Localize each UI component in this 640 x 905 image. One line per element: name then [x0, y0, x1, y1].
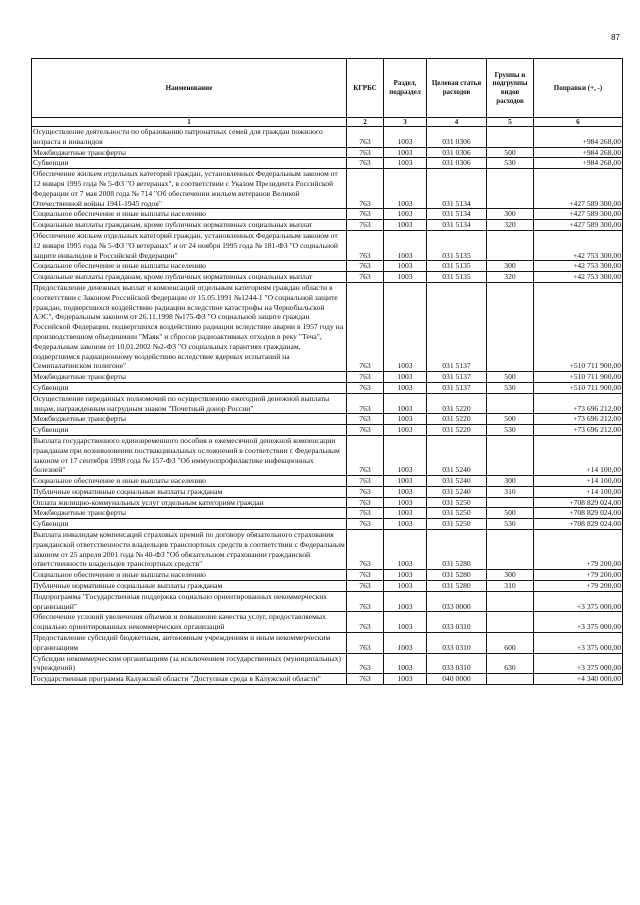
row-kgrbs: 763 — [347, 393, 384, 414]
row-statya: 031 5240 — [427, 435, 487, 475]
row-vid: 310 — [487, 581, 534, 592]
header-kgrbs: КГРБС — [347, 59, 384, 118]
row-name: Выплата государственного единовременного пособия и ежемесячной денежной компенсации гражданам при возникновении поствакцинальных осложнений в соответствии с Федеральным законом от 17 сентября 1998 года № 157-ФЗ "Об иммунопрофилактике инфекционных болезней" — [32, 435, 347, 475]
row-razdel: 1003 — [384, 272, 427, 283]
row-amount: +708 829 024,00 — [534, 519, 623, 530]
row-statya: 031 5240 — [427, 476, 487, 487]
row-statya: 031 0306 — [427, 127, 487, 148]
row-amount: +42 753 300,00 — [534, 261, 623, 272]
row-razdel: 1003 — [384, 261, 427, 272]
row-name: Оплата жилищно-коммунальных услуг отдельным категориям граждан — [32, 497, 347, 508]
row-name: Социальное обеспечение и иные выплаты населению — [32, 570, 347, 581]
header-name: Наименование — [32, 59, 347, 118]
row-vid: 310 — [487, 486, 534, 497]
row-razdel: 1003 — [384, 497, 427, 508]
table-row — [32, 653, 623, 674]
table-row — [32, 486, 623, 497]
row-name: Публичные нормативные социальные выплаты гражданам — [32, 581, 347, 592]
row-name: Социальное обеспечение и иные выплаты населению — [32, 476, 347, 487]
table-row — [32, 581, 623, 592]
row-vid — [487, 530, 534, 570]
row-razdel: 1003 — [384, 486, 427, 497]
row-razdel: 1003 — [384, 425, 427, 436]
row-kgrbs: 763 — [347, 653, 384, 674]
row-kgrbs: 763 — [347, 169, 384, 209]
page-number: 87 — [611, 33, 620, 42]
row-kgrbs: 763 — [347, 508, 384, 519]
row-amount: +42 753 300,00 — [534, 272, 623, 283]
row-razdel: 1003 — [384, 530, 427, 570]
row-amount: +427 589 300,00 — [534, 209, 623, 220]
row-vid — [487, 591, 534, 612]
row-kgrbs: 763 — [347, 414, 384, 425]
row-amount: +510 711 900,00 — [534, 382, 623, 393]
row-kgrbs: 763 — [347, 519, 384, 530]
row-amount: +984 268,00 — [534, 158, 623, 169]
row-kgrbs: 763 — [347, 530, 384, 570]
column-number: 2 — [347, 118, 384, 127]
row-amount: +3 375 000,00 — [534, 612, 623, 633]
row-amount: +79 200,00 — [534, 570, 623, 581]
row-amount: +42 753 300,00 — [534, 230, 623, 260]
row-kgrbs: 763 — [347, 674, 384, 685]
row-kgrbs: 763 — [347, 282, 384, 371]
table-row — [32, 497, 623, 508]
row-statya: 031 5134 — [427, 209, 487, 220]
row-kgrbs: 763 — [347, 261, 384, 272]
table-row — [32, 382, 623, 393]
row-statya: 031 5137 — [427, 382, 487, 393]
row-razdel: 1003 — [384, 508, 427, 519]
table-row — [32, 127, 623, 148]
row-statya: 033 0000 — [427, 591, 487, 612]
column-number: 5 — [487, 118, 534, 127]
header-vid: Группы и подгруппы видов расходов — [487, 59, 534, 118]
row-amount: +510 711 900,00 — [534, 282, 623, 371]
row-kgrbs: 763 — [347, 272, 384, 283]
row-razdel: 1003 — [384, 674, 427, 685]
row-vid — [487, 230, 534, 260]
row-name: Обеспечение условий увеличения объемов и повышение качества услуг, предоставляемых социально ориентированных некоммерческих организаций — [32, 612, 347, 633]
row-name: Предоставление субсидий бюджетным, автономным учреждениям и иным некоммерческим организациям — [32, 633, 347, 654]
row-statya: 031 5280 — [427, 570, 487, 581]
row-name: Подпрограмма "Государственная поддержка социально ориентированных некоммерческих организаций" — [32, 591, 347, 612]
table-row — [32, 261, 623, 272]
row-kgrbs: 763 — [347, 382, 384, 393]
row-kgrbs: 763 — [347, 486, 384, 497]
table-row — [32, 530, 623, 570]
table-row — [32, 272, 623, 283]
row-kgrbs: 763 — [347, 230, 384, 260]
table-row — [32, 591, 623, 612]
row-razdel: 1003 — [384, 230, 427, 260]
row-vid: 530 — [487, 519, 534, 530]
header-amount: Поправки (+, -) — [534, 59, 623, 118]
row-statya: 031 5220 — [427, 393, 487, 414]
row-vid: 630 — [487, 653, 534, 674]
row-statya: 031 5250 — [427, 508, 487, 519]
row-amount: +984 268,00 — [534, 127, 623, 148]
column-number-row — [32, 118, 623, 127]
column-number: 6 — [534, 118, 623, 127]
row-kgrbs: 763 — [347, 476, 384, 487]
row-kgrbs: 763 — [347, 209, 384, 220]
row-razdel: 1003 — [384, 519, 427, 530]
row-name: Субвенции — [32, 382, 347, 393]
row-name: Государственная программа Калужской области "Доступная среда в Калужской области" — [32, 674, 347, 685]
row-razdel: 1003 — [384, 372, 427, 383]
row-statya: 031 0306 — [427, 147, 487, 158]
row-statya: 031 5137 — [427, 282, 487, 371]
row-name: Социальное обеспечение и иные выплаты населению — [32, 261, 347, 272]
row-amount: +984 268,00 — [534, 147, 623, 158]
row-name: Выплата инвалидам компенсаций страховых премий по договору обязательного страхования гражданской ответственности владельцев транспортных средств в соответствии с Федеральным законом от 25 апреля 2001 года № 40-ФЗ "Об обязательном страховании гражданской ответственности владельцев транспортных средств" — [33, 530, 345, 569]
table-row — [32, 633, 623, 654]
row-vid — [487, 282, 534, 371]
row-vid: 530 — [487, 425, 534, 436]
row-statya: 033 0310 — [427, 633, 487, 654]
row-razdel: 1003 — [384, 158, 427, 169]
row-razdel: 1003 — [384, 612, 427, 633]
row-kgrbs: 763 — [347, 497, 384, 508]
row-kgrbs: 763 — [347, 127, 384, 148]
table-row — [32, 158, 623, 169]
row-amount: +3 375 000,00 — [534, 633, 623, 654]
row-vid — [487, 674, 534, 685]
row-statya: 031 5250 — [427, 497, 487, 508]
table-row — [32, 147, 623, 158]
row-kgrbs: 763 — [347, 158, 384, 169]
row-kgrbs: 763 — [347, 425, 384, 436]
header-razdel: Раздел, подраздел — [384, 59, 427, 118]
row-vid: 300 — [487, 261, 534, 272]
row-name: Социальные выплаты гражданам, кроме публичных нормативных социальных выплат — [32, 272, 347, 283]
row-razdel: 1003 — [384, 570, 427, 581]
row-razdel: 1003 — [384, 414, 427, 425]
row-razdel: 1003 — [384, 393, 427, 414]
row-amount: +427 589 300,00 — [534, 220, 623, 231]
row-vid — [487, 497, 534, 508]
row-amount: +14 100,00 — [534, 476, 623, 487]
row-kgrbs: 763 — [347, 570, 384, 581]
row-kgrbs: 763 — [347, 633, 384, 654]
row-name: Межбюджетные трансферты — [32, 372, 347, 383]
row-name: Субсидии некоммерческим организациям (за исключением государственных (муниципальных) учреждений) — [32, 653, 347, 674]
row-amount: +73 696 212,00 — [534, 425, 623, 436]
row-statya: 031 5280 — [427, 581, 487, 592]
row-vid: 300 — [487, 570, 534, 581]
table-row — [32, 220, 623, 231]
row-statya: 031 5135 — [427, 261, 487, 272]
row-name: Публичные нормативные социальные выплаты гражданам — [32, 486, 347, 497]
table-row — [32, 476, 623, 487]
row-statya: 031 5135 — [427, 272, 487, 283]
row-statya: 040 0000 — [427, 674, 487, 685]
row-statya: 031 5135 — [427, 230, 487, 260]
row-vid: 300 — [487, 209, 534, 220]
row-name: Субвенции — [32, 158, 347, 169]
row-statya: 031 5134 — [427, 220, 487, 231]
row-name: Обеспечение жильем отдельных категорий граждан, установленных Федеральным законом от 12 января 1995 года № 5-ФЗ "О ветеранах", в соответствии с Указом Президента Российской Федерации от 7 мая 2008 года № 714 "Об обеспечении жильем ветеранов Великой Отечественной войны 1941-1945 годов" — [32, 169, 347, 209]
budget-amendments-table — [31, 58, 623, 685]
row-vid: 320 — [487, 272, 534, 283]
row-name: Субвенции — [32, 425, 347, 436]
table-row — [32, 393, 623, 414]
row-statya: 031 5220 — [427, 425, 487, 436]
row-name: Осуществление деятельности по образованию патронатных семей для граждан пожилого возраста и инвалидов — [32, 127, 347, 148]
row-amount: +3 375 000,00 — [534, 591, 623, 612]
row-name: Субвенции — [32, 519, 347, 530]
row-amount: +4 340 000,00 — [534, 674, 623, 685]
row-kgrbs: 763 — [347, 612, 384, 633]
column-number: 3 — [384, 118, 427, 127]
row-kgrbs: 763 — [347, 581, 384, 592]
row-vid: 500 — [487, 414, 534, 425]
row-razdel: 1003 — [384, 633, 427, 654]
row-name: Осуществление переданных полномочий по осуществлению ежегодной денежной выплаты лицам, награжденным нагрудным знаком "Почетный донор России" — [32, 393, 347, 414]
row-razdel: 1003 — [384, 169, 427, 209]
row-statya: 031 5280 — [427, 530, 487, 570]
row-kgrbs: 763 — [347, 372, 384, 383]
row-razdel: 1003 — [384, 382, 427, 393]
row-amount: +3 375 000,00 — [534, 653, 623, 674]
row-vid: 530 — [487, 382, 534, 393]
table-row — [32, 372, 623, 383]
row-name: Межбюджетные трансферты — [32, 508, 347, 519]
table-row — [32, 612, 623, 633]
row-statya: 031 0306 — [427, 158, 487, 169]
row-name: Предоставление денежных выплат и компенсаций отдельным категориям граждан области в соответствии с Законом Российской Федерации от 15.05.1991 №1244-1 "О социальной защите граждан, подвергшихся воздействию радиации вследствие катастрофы на Чернобыльской АЭС", Федеральным законом от 26.11.1998 №175-ФЗ "О социальной защите граждан Российской Федерации, подвергшихся воздействию радиации вследствие аварии в 1957 году на производственном объединении "Маяк" и сбросов радиоактивных отходов в реку "Теча", Федеральным законом от 10.01.2002 №2-ФЗ "О социальных гарантиях гражданам, подвергшимся радиационному воздействию вследствие ядерных испытаний на Семипалатинском полигоне" — [32, 282, 347, 371]
row-amount: +14 100,00 — [534, 486, 623, 497]
row-amount: +79 200,00 — [534, 581, 623, 592]
row-statya: 031 5134 — [427, 169, 487, 209]
column-number: 1 — [32, 118, 347, 127]
row-razdel: 1003 — [384, 282, 427, 371]
row-amount: +510 711 900,00 — [534, 372, 623, 383]
table-header-row — [32, 59, 623, 118]
row-amount: +427 589 300,00 — [534, 169, 623, 209]
row-name: Межбюджетные трансферты — [32, 147, 347, 158]
row-amount: +708 829 024,00 — [534, 508, 623, 519]
row-vid: 320 — [487, 220, 534, 231]
row-vid: 530 — [487, 158, 534, 169]
row-razdel: 1003 — [384, 127, 427, 148]
row-vid: 600 — [487, 633, 534, 654]
row-vid: 500 — [487, 508, 534, 519]
row-statya: 033 0310 — [427, 612, 487, 633]
row-vid — [487, 435, 534, 475]
row-razdel: 1003 — [384, 581, 427, 592]
table-row — [32, 435, 623, 475]
row-kgrbs: 763 — [347, 435, 384, 475]
row-amount: +73 696 212,00 — [534, 393, 623, 414]
row-statya: 031 5240 — [427, 486, 487, 497]
row-vid — [487, 612, 534, 633]
row-razdel: 1003 — [384, 476, 427, 487]
row-statya: 031 5220 — [427, 414, 487, 425]
row-statya: 031 5137 — [427, 372, 487, 383]
row-amount: +79 200,00 — [534, 530, 623, 570]
row-name: Социальные выплаты гражданам, кроме публичных нормативных социальных выплат — [32, 220, 347, 231]
row-vid: 500 — [487, 372, 534, 383]
row-name: Социальное обеспечение и иные выплаты населению — [32, 209, 347, 220]
row-kgrbs: 763 — [347, 220, 384, 231]
column-number: 4 — [427, 118, 487, 127]
row-vid — [487, 393, 534, 414]
table-row — [32, 282, 623, 371]
row-amount: +73 696 212,00 — [534, 414, 623, 425]
row-vid — [487, 169, 534, 209]
row-statya: 031 5250 — [427, 519, 487, 530]
table-row — [32, 169, 623, 209]
row-amount: +708 829 024,00 — [534, 497, 623, 508]
row-razdel: 1003 — [384, 591, 427, 612]
table-row — [32, 209, 623, 220]
row-name: Межбюджетные трансферты — [32, 414, 347, 425]
row-vid: 300 — [487, 476, 534, 487]
row-kgrbs: 763 — [347, 591, 384, 612]
table-row — [32, 230, 623, 260]
row-name: Обеспечение жильем отдельных категорий граждан, установленных Федеральным законом от 12 января 1995 года № 5-ФЗ "О ветеранах" и от 24 ноября 1995 года № 181-ФЗ "О социальной защите инвалидов в Российской Федерации" — [32, 230, 347, 260]
table-row — [32, 508, 623, 519]
row-amount: +14 100,00 — [534, 435, 623, 475]
row-vid: 500 — [487, 147, 534, 158]
row-razdel: 1003 — [384, 209, 427, 220]
table-row — [32, 414, 623, 425]
table-row — [32, 519, 623, 530]
header-statya: Целевая статья расходов — [427, 59, 487, 118]
row-razdel: 1003 — [384, 220, 427, 231]
row-vid — [487, 127, 534, 148]
row-razdel: 1003 — [384, 435, 427, 475]
table-row — [32, 425, 623, 436]
row-kgrbs: 763 — [347, 147, 384, 158]
table-row — [32, 674, 623, 685]
table-row — [32, 570, 623, 581]
row-statya: 033 0310 — [427, 653, 487, 674]
row-razdel: 1003 — [384, 653, 427, 674]
row-razdel: 1003 — [384, 147, 427, 158]
